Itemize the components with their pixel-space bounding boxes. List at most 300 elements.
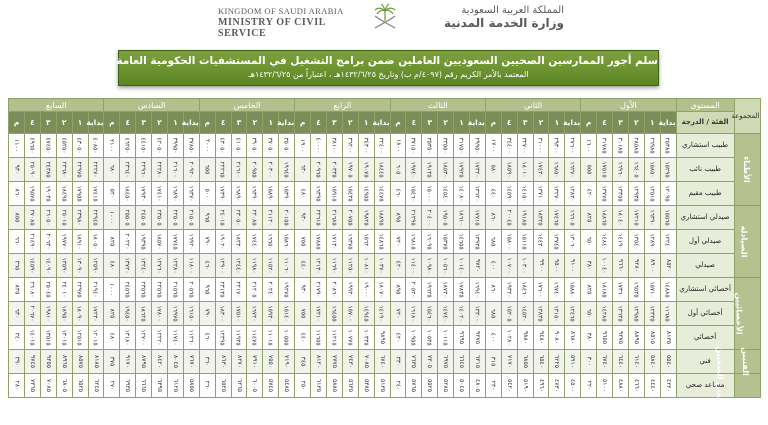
salary-cell xyxy=(454,182,470,206)
salary-value: ٩٣٥٥ xyxy=(44,355,52,368)
salary-cell xyxy=(24,206,40,230)
salary-cell xyxy=(295,302,311,326)
salary-cell xyxy=(40,230,56,254)
salary-value: ٣٤٥ xyxy=(299,356,307,367)
salary-cell xyxy=(136,182,152,206)
salary-cell xyxy=(644,206,660,230)
salary-value: ٢٤٠ xyxy=(394,380,402,391)
grade-header: ٤ xyxy=(311,112,327,134)
salary-cell xyxy=(438,302,454,326)
salary-cell xyxy=(390,374,406,398)
salary-value: ٤٠٠ xyxy=(489,332,497,343)
salary-value: ٨٥٢٠ xyxy=(664,259,672,272)
salary-value: ١١٤٠٠ xyxy=(409,257,417,274)
salary-value: ٤٦٠ xyxy=(203,332,211,343)
salary-cell xyxy=(438,206,454,230)
salary-cell xyxy=(9,254,25,278)
salary-cell xyxy=(24,134,40,158)
salary-value: ٩٣٠ xyxy=(12,164,20,175)
salary-cell xyxy=(406,134,422,158)
salary-value: ٥١٣٥ xyxy=(378,379,386,392)
grade-header: ٣ xyxy=(422,112,438,134)
salary-value: ١٢٥١٥ xyxy=(648,185,656,202)
arabic-ministry-name xyxy=(404,4,564,30)
group-label: الصيادلة xyxy=(739,225,749,258)
salary-cell xyxy=(517,350,533,374)
salary-value: ١٢٠١٥ xyxy=(91,329,99,346)
salary-value: ١٦٣٩٥ xyxy=(314,185,322,202)
salary-cell xyxy=(168,374,184,398)
salary-cell xyxy=(279,302,295,326)
salary-cell xyxy=(374,302,390,326)
salary-value: ٤٢٠ xyxy=(585,188,593,199)
salary-cell xyxy=(597,206,613,230)
salary-value: ١٢٢٨٠ xyxy=(171,257,179,274)
salary-value: ١٧٣٩٠ xyxy=(219,185,227,202)
salary-cell xyxy=(247,158,263,182)
salary-cell xyxy=(501,374,517,398)
salary-cell xyxy=(438,350,454,374)
salary-value: ٩٧٤٥ xyxy=(28,355,36,368)
salary-value: ٧٥٥٠ xyxy=(267,355,275,368)
salary-value: ١٩٣٩٥ xyxy=(139,233,147,250)
grade-header: ١ xyxy=(263,112,279,134)
salary-cell xyxy=(422,206,438,230)
grade-header: م xyxy=(390,112,406,134)
salary-value: ٨٦٠ xyxy=(489,212,497,223)
salary-cell xyxy=(40,158,56,182)
salary-value: ١٩٠٠ xyxy=(299,139,307,152)
salary-value: ١٣١٨٠ xyxy=(123,329,131,346)
salary-cell xyxy=(199,206,215,230)
salary-value: ١٥٣٧٥ xyxy=(441,233,449,250)
table-row xyxy=(9,134,761,158)
salary-cell xyxy=(501,326,517,350)
salary-value: ٣٠٠ xyxy=(585,356,593,367)
salary-value: ٢١٦١٠ xyxy=(234,161,242,178)
salary-cell xyxy=(231,206,247,230)
salary-value: ٩٢٧٥ xyxy=(616,331,624,344)
salary-value: ١٦٩٦٠ xyxy=(616,161,624,178)
grade-header: بداية xyxy=(565,112,581,134)
salary-cell xyxy=(454,326,470,350)
salary-cell xyxy=(168,158,184,182)
salary-cell xyxy=(565,326,581,350)
salary-cell xyxy=(613,206,629,230)
salary-value: ٢٤٣٨٥ xyxy=(44,161,52,178)
salary-cell xyxy=(342,350,358,374)
salary-value: ٧٥٥ xyxy=(299,308,307,319)
salary-cell xyxy=(597,182,613,206)
salary-cell xyxy=(311,350,327,374)
grade-header: ٤ xyxy=(501,112,517,134)
salary-value: ٢٣٥٠٥ xyxy=(155,209,163,226)
salary-value: ١٩٦٤٥ xyxy=(282,161,290,178)
group-cell xyxy=(734,278,760,350)
salary-value: ١٢٥١٥ xyxy=(75,329,83,346)
salary-cell xyxy=(390,158,406,182)
salary-cell xyxy=(88,374,104,398)
salary-value: ٦٨٠ xyxy=(108,164,116,175)
salary-cell xyxy=(279,206,295,230)
salary-cell xyxy=(358,350,374,374)
salary-cell xyxy=(549,230,565,254)
salary-cell xyxy=(231,254,247,278)
salary-cell xyxy=(517,182,533,206)
salary-value: ١٣٨٣٥ xyxy=(536,305,544,322)
salary-value: ١٥٨٨٠ xyxy=(568,281,576,298)
salary-cell xyxy=(326,302,342,326)
salary-cell xyxy=(263,230,279,254)
salary-value: ١٦٨٩٠ xyxy=(234,185,242,202)
salary-value: ٨٠٤٥ xyxy=(171,355,179,368)
salary-value: ١٢٨٣٠ xyxy=(568,185,576,202)
salary-cell xyxy=(358,158,374,182)
salary-value: ٣٥٠٥٠ xyxy=(282,137,290,154)
salary-value: ٢١٢٩٥ xyxy=(409,209,417,226)
salary-value: ٦٨٥ xyxy=(489,236,497,247)
salary-cell xyxy=(628,278,644,302)
salary-cell xyxy=(660,374,676,398)
salary-value: ١٠٧٠٠ xyxy=(505,257,513,274)
salary-value: ٩٨٩٥ xyxy=(378,331,386,344)
salary-cell xyxy=(279,278,295,302)
salary-value: ٢٠٢٢٠ xyxy=(123,233,131,250)
salary-cell xyxy=(406,230,422,254)
salary-cell xyxy=(295,206,311,230)
salary-value: ١٦١٥٠ xyxy=(187,305,195,322)
salary-value: ١٧١٣٠ xyxy=(330,233,338,250)
salary-cell xyxy=(422,278,438,302)
salary-value: ١٩٢٧٥ xyxy=(282,281,290,298)
salary-cell xyxy=(342,230,358,254)
salary-cell xyxy=(358,326,374,350)
salary-value: ٢٠٣٠٠ xyxy=(266,161,274,178)
salary-cell xyxy=(613,278,629,302)
salary-cell xyxy=(358,254,374,278)
salary-cell xyxy=(168,326,184,350)
salary-cell xyxy=(295,182,311,206)
salary-cell xyxy=(533,302,549,326)
salary-cell xyxy=(263,302,279,326)
salary-cell xyxy=(247,326,263,350)
salary-value: ١٤٢٨٥ xyxy=(600,305,608,322)
salary-cell xyxy=(469,302,485,326)
salary-cell xyxy=(168,302,184,326)
salary-value: ٦٣٩٥ xyxy=(156,379,164,392)
salary-cell xyxy=(533,350,549,374)
group-label: الفنيين xyxy=(740,347,750,376)
salary-cell xyxy=(613,254,629,278)
salary-cell xyxy=(311,374,327,398)
grade-header: ١ xyxy=(454,112,470,134)
salary-cell xyxy=(374,350,390,374)
salary-cell xyxy=(628,182,644,206)
salary-cell xyxy=(644,254,660,278)
salary-cell xyxy=(469,326,485,350)
salary-cell xyxy=(326,326,342,350)
salary-cell xyxy=(88,350,104,374)
salary-cell xyxy=(485,158,501,182)
salary-value: ١٨٩١٠ xyxy=(75,233,83,250)
salary-cell xyxy=(136,326,152,350)
salary-cell xyxy=(199,230,215,254)
salary-value: ١٦٠٠ xyxy=(585,139,593,152)
salary-cell xyxy=(597,278,613,302)
salary-value: ١٤٧٤٠ xyxy=(441,305,449,322)
grade-header: ٢ xyxy=(533,112,549,134)
salary-value: ٩٨٨٠ xyxy=(521,331,529,344)
salary-scale-title-bar xyxy=(0,50,659,86)
salary-value: ١٣٢٤٠ xyxy=(139,257,147,274)
salary-cell xyxy=(613,134,629,158)
salary-cell xyxy=(72,374,88,398)
salary-value: ٩٠٨٠ xyxy=(553,331,561,344)
salary-value: ١١٦٩٠ xyxy=(330,257,338,274)
salary-cell xyxy=(104,302,120,326)
salary-value: ٨١٢٠ xyxy=(315,355,323,368)
salary-cell xyxy=(613,158,629,182)
salary-value: ١٩٠٠٠ xyxy=(362,281,370,298)
grade-header: م xyxy=(581,112,597,134)
salary-value: ١٣٥٤٠ xyxy=(632,233,640,250)
salary-value: ١٤١٩٠ xyxy=(616,233,624,250)
salary-value: ٧٣٠٥ xyxy=(426,355,434,368)
grade-header: ٤ xyxy=(597,112,613,134)
salary-value: ١٢٣٣٥ xyxy=(648,305,656,322)
salary-value: ١٤٥٤٠ xyxy=(441,185,449,202)
salary-value: ١٠٣٠٠ xyxy=(520,257,528,274)
salary-cell xyxy=(136,230,152,254)
salary-cell xyxy=(215,350,231,374)
salary-value: ٢٣٦٤٠ xyxy=(123,161,131,178)
salary-value: ٤٤٠ xyxy=(299,332,307,343)
salary-value: ٣٨٠ xyxy=(585,332,593,343)
salary-value: ٤٩٦٥٠ xyxy=(28,137,36,154)
salary-value: ١٠٥٦٠ xyxy=(441,257,449,274)
salary-value: ٥٧٤٥ xyxy=(267,379,275,392)
salary-value: ١١٧٤٠ xyxy=(171,329,179,346)
salary-cell xyxy=(199,302,215,326)
salary-cell xyxy=(326,374,342,398)
salary-value: ١٩٧٠٥ xyxy=(346,161,354,178)
salary-value: ٤٢٠ xyxy=(394,332,402,343)
salary-value: ١٠٥٣٥ xyxy=(425,329,433,346)
salary-cell xyxy=(279,230,295,254)
salary-cell xyxy=(342,278,358,302)
salary-cell xyxy=(644,134,660,158)
salary-cell xyxy=(263,254,279,278)
salary-value: ٧١٧٠ xyxy=(505,355,513,368)
salary-value: ١٧٢٣٠ xyxy=(91,305,99,322)
salary-cell xyxy=(9,134,25,158)
salary-cell xyxy=(120,182,136,206)
salary-value: ١٩٨٢٥ xyxy=(362,209,370,226)
salary-cell xyxy=(104,230,120,254)
salary-value: ١٧٤٦٥ xyxy=(552,209,560,226)
salary-cell xyxy=(644,158,660,182)
salary-value: ١٥١٤٠ xyxy=(282,305,290,322)
salary-value: ١٦٨٩٠ xyxy=(171,185,179,202)
salary-value: ١١٩٨٠ xyxy=(250,257,258,274)
salary-cell xyxy=(199,182,215,206)
salary-cell xyxy=(533,254,549,278)
salary-cell xyxy=(56,374,72,398)
salary-value: ١٦٤٠٥ xyxy=(632,161,640,178)
salary-value: ٢١٥٠٥ xyxy=(187,209,195,226)
salary-value: ١٩٠٢٠ xyxy=(219,233,227,250)
salary-cell xyxy=(247,302,263,326)
salary-cell xyxy=(199,134,215,158)
salary-value: ٢٠٩٢٠ xyxy=(187,161,195,178)
salary-cell xyxy=(311,326,327,350)
salary-cell xyxy=(660,134,676,158)
salary-value: ٢٠٥٢٠ xyxy=(409,281,417,298)
salary-value: ٦٣١٥ xyxy=(473,355,481,368)
salary-cell xyxy=(152,278,168,302)
salary-cell xyxy=(422,350,438,374)
salary-cell xyxy=(56,134,72,158)
salary-value: ٢٦٩٨٥ xyxy=(648,137,656,154)
salary-cell xyxy=(374,374,390,398)
salary-cell xyxy=(72,158,88,182)
salary-cell xyxy=(613,182,629,206)
category-cell: طبيب مقيم xyxy=(676,182,734,206)
salary-value: ٢٠٨٦٠ xyxy=(330,281,338,298)
salary-cell xyxy=(660,350,676,374)
salary-cell xyxy=(485,254,501,278)
salary-value: ١٢٢٢٠ xyxy=(155,329,163,346)
salary-value: ٣٣٠ xyxy=(394,356,402,367)
salary-cell xyxy=(183,302,199,326)
salary-cell xyxy=(597,158,613,182)
salary-value: ١٨٦٢٥ xyxy=(139,305,147,322)
salary-value: ١٤٥٩٠ xyxy=(505,185,513,202)
grade-header: ١ xyxy=(72,112,88,134)
salary-cell xyxy=(374,278,390,302)
salary-cell xyxy=(215,302,231,326)
salary-cell xyxy=(247,230,263,254)
salary-cell xyxy=(215,206,231,230)
salary-value: ١٨٠٩٠ xyxy=(75,305,83,322)
salary-cell xyxy=(469,158,485,182)
salary-cell xyxy=(422,374,438,398)
salary-cell xyxy=(215,134,231,158)
salary-cell xyxy=(168,230,184,254)
salary-value: ٢١٧٩٠ xyxy=(314,281,322,298)
salary-value: ١٧٨٣٥ xyxy=(457,281,465,298)
salary-value: ٦٠٠٥ xyxy=(251,379,259,392)
salary-value: ٩٢٨٠ xyxy=(632,259,640,272)
salary-cell xyxy=(9,206,25,230)
salary-value: ١٧٢١٥ xyxy=(632,209,640,226)
salary-value: ٢٢٢٨٠ xyxy=(155,161,163,178)
salary-cell xyxy=(581,326,597,350)
salary-value: ٩٣٠ xyxy=(299,284,307,295)
salary-value: ٩٦٩٥ xyxy=(458,331,466,344)
salary-cell xyxy=(549,350,565,374)
salary-value: ٢٤٠١٥ xyxy=(219,209,227,226)
salary-cell xyxy=(660,206,676,230)
salary-cell xyxy=(597,302,613,326)
salary-value: ٥٨٥٥ xyxy=(187,379,195,392)
salary-cell xyxy=(533,230,549,254)
salary-value: ٨٢٥ xyxy=(108,308,116,319)
salary-value: ٧٢٠ xyxy=(394,236,402,247)
salary-value: ١١٦٨٥ xyxy=(664,305,672,322)
salary-value: ٤٢٢٠ xyxy=(664,379,672,392)
salary-value: ٩٣٠ xyxy=(299,212,307,223)
grade-header: ١ xyxy=(549,112,565,134)
salary-value: ٩٦٥ xyxy=(203,212,211,223)
salary-cell xyxy=(247,206,263,230)
salary-cell xyxy=(438,254,454,278)
salary-cell xyxy=(120,134,136,158)
salary-cell xyxy=(88,230,104,254)
salary-value: ١٠٧٧٥ xyxy=(346,329,354,346)
salary-value: ٢٣٩٨٠ xyxy=(75,209,83,226)
salary-cell xyxy=(358,134,374,158)
table-row xyxy=(9,302,761,326)
salary-value: ١٢٧٦٠ xyxy=(155,257,163,274)
salary-value: ١٤٨٤٠ xyxy=(600,233,608,250)
grade-header: ٢ xyxy=(628,112,644,134)
salary-cell xyxy=(311,278,327,302)
level-header: السابع xyxy=(9,99,104,112)
grade-header: ٣ xyxy=(136,112,152,134)
salary-value: ١٥٩٣٠ xyxy=(266,305,274,322)
salary-cell xyxy=(613,230,629,254)
salary-cell xyxy=(72,206,88,230)
salary-cell xyxy=(120,230,136,254)
salary-value: ١٨٥٧٠ xyxy=(155,233,163,250)
salary-value: ٢٤٥٦٥ xyxy=(123,281,131,298)
salary-cell xyxy=(644,326,660,350)
salary-value: ٢٩٩٥٠ xyxy=(473,137,481,154)
salary-value: ٢١٩٤٠ xyxy=(91,281,99,298)
salary-value: ١٦٣٩٠ xyxy=(250,185,258,202)
salary-cell xyxy=(438,182,454,206)
salary-cell xyxy=(326,206,342,230)
category-cell: مساعد صحي xyxy=(676,374,734,398)
salary-value: ٤٥٠٠ xyxy=(569,379,577,392)
table-row xyxy=(9,254,761,278)
group-cell xyxy=(734,134,760,206)
grade-header: ٣ xyxy=(231,112,247,134)
salary-value: ٤٠٨٥٠ xyxy=(91,137,99,154)
salary-cell xyxy=(120,374,136,398)
salary-value: ٦٢٢٥ xyxy=(553,355,561,368)
salary-cell xyxy=(263,326,279,350)
salary-cell xyxy=(597,374,613,398)
salary-value: ٥٨٤٠ xyxy=(648,355,656,368)
salary-cell xyxy=(152,230,168,254)
salary-value: ١٥٨٥٠ xyxy=(648,161,656,178)
salary-cell xyxy=(342,302,358,326)
salary-value: ٨٥١٥ xyxy=(648,331,656,344)
salary-cell xyxy=(56,350,72,374)
salary-value: ٥٢٨٥ xyxy=(442,379,450,392)
salary-cell xyxy=(565,134,581,158)
salary-value: ١٥٢٩٥ xyxy=(664,161,672,178)
salary-table-container xyxy=(8,98,760,425)
salary-cell xyxy=(104,206,120,230)
salary-value: ٤٥٢٥٠ xyxy=(60,137,68,154)
salary-cell xyxy=(406,326,422,350)
salary-cell xyxy=(295,326,311,350)
salary-cell xyxy=(390,302,406,326)
salary-value: ٦٦٤٥ xyxy=(458,355,466,368)
